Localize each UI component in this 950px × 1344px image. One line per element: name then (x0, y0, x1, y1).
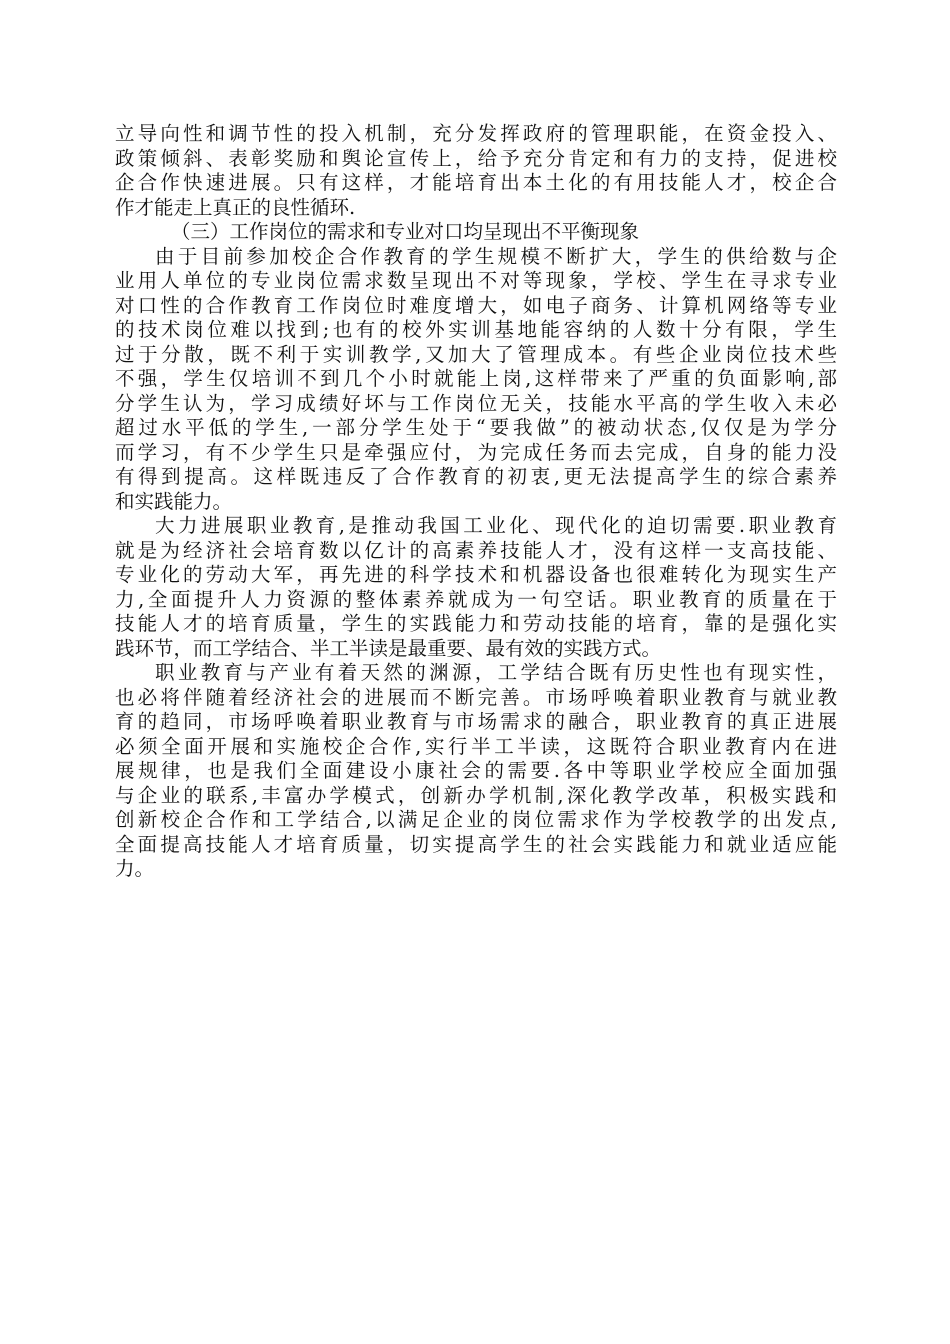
text-line: 也必将伴随着经济社会的进展而不断完善。市场呼唤着职业教育与就业教 (115, 685, 837, 709)
paragraph-vocational-development (115, 514, 837, 661)
text-line: 业用人单位的专业岗位需求数呈现出不对等现象，学校、学生在寻求专业 (115, 269, 837, 292)
paragraph-job-demand (115, 245, 837, 515)
text-line: 专业化的劳动大军，再先进的科学技术和机器设备也很难转化为现实生产 (115, 563, 837, 586)
text-line: 立导向性和调节性的投入机制，充分发挥政府的管理职能，在资金投入、 (115, 122, 837, 145)
text-line: 职业教育与产业有着天然的渊源，工学结合既有历史性也有现实性， (155, 661, 837, 684)
text-line: 的技术岗位难以找到;也有的校外实训基地能容纳的人数十分有限，学生 (115, 318, 837, 341)
text-line: 践环节，而工学结合、半工半读是最重要、最有效的实践方式。 (115, 636, 662, 660)
text-line: 力。 (115, 857, 155, 880)
text-line: 超过水平低的学生,一部分学生处于“要我做”的被动状态,仅仅是为学分 (115, 416, 837, 439)
text-line: 必须全面开展和实施校企合作,实行半工半读，这既符合职业教育内在进 (115, 734, 837, 758)
text-line: 展规律，也是我们全面建设小康社会的需要.各中等职业学校应全面加强 (115, 759, 837, 782)
text-line: 和实践能力。 (115, 489, 233, 513)
text-line: 与企业的联系,丰富办学模式，创新办学机制,深化教学改革，积极实践和 (115, 783, 837, 807)
section-heading (115, 220, 837, 245)
text-line: 创新校企合作和工学结合,以满足企业的岗位需求作为学校教学的出发点, (115, 808, 837, 831)
text-line: 对口性的合作教育工作岗位时难度增大，如电子商务、计算机网络等专业 (115, 293, 837, 317)
text-line: 不强，学生仅培训不到几个小时就能上岗,这样带来了严重的负面影响,部 (115, 367, 837, 390)
document-body (115, 122, 837, 882)
text-line: 政策倾斜、表彰奖励和舆论宣传上，给予充分肯定和有力的支持，促进校 (115, 146, 837, 170)
text-line: 力,全面提升人力资源的整体素养就成为一句空话。职业教育的质量在于 (115, 587, 837, 611)
text-line: 育的趋同，市场呼唤着职业教育与市场需求的融合，职业教育的真正进展 (115, 710, 837, 733)
text-line: 由于目前参加校企合作教育的学生规模不断扩大，学生的供给数与企 (155, 244, 837, 268)
paragraph-industry-relation (115, 661, 837, 882)
text-line: 大力进展职业教育,是推动我国工业化、现代化的迫切需要.职业教育 (155, 514, 837, 537)
text-line: 而学习，有不少学生只是牵强应付，为完成任务而去完成，自身的能力没 (115, 440, 837, 464)
text-line: 有得到提高。这样既违反了合作教育的初衷,更无法提高学生的综合素养 (115, 465, 837, 488)
text-line: 企合作快速进展。只有这样，才能培育出本土化的有用技能人才，校企合 (115, 171, 837, 194)
text-line: 全面提高技能人才培育质量，切实提高学生的社会实践能力和就业适应能 (115, 832, 837, 856)
text-line: 作才能走上真正的良性循环. (115, 195, 356, 219)
text-line: 就是为经济社会培育数以亿计的高素养技能人才，没有这样一支高技能、 (115, 538, 837, 562)
text-line: 技能人才的培育质量，学生的实践能力和劳动技能的培育，靠的是强化实 (115, 612, 837, 635)
text-line: 过于分散，既不利于实训教学,又加大了管理成本。有些企业岗位技术些 (115, 342, 837, 366)
text-line: 分学生认为，学习成绩好坏与工作岗位无关，技能水平高的学生收入未必 (115, 391, 837, 415)
section-heading-text: （三）工作岗位的需求和专业对口均呈现出不平衡现象 (171, 220, 640, 243)
paragraph-intro-continuation (115, 122, 837, 220)
